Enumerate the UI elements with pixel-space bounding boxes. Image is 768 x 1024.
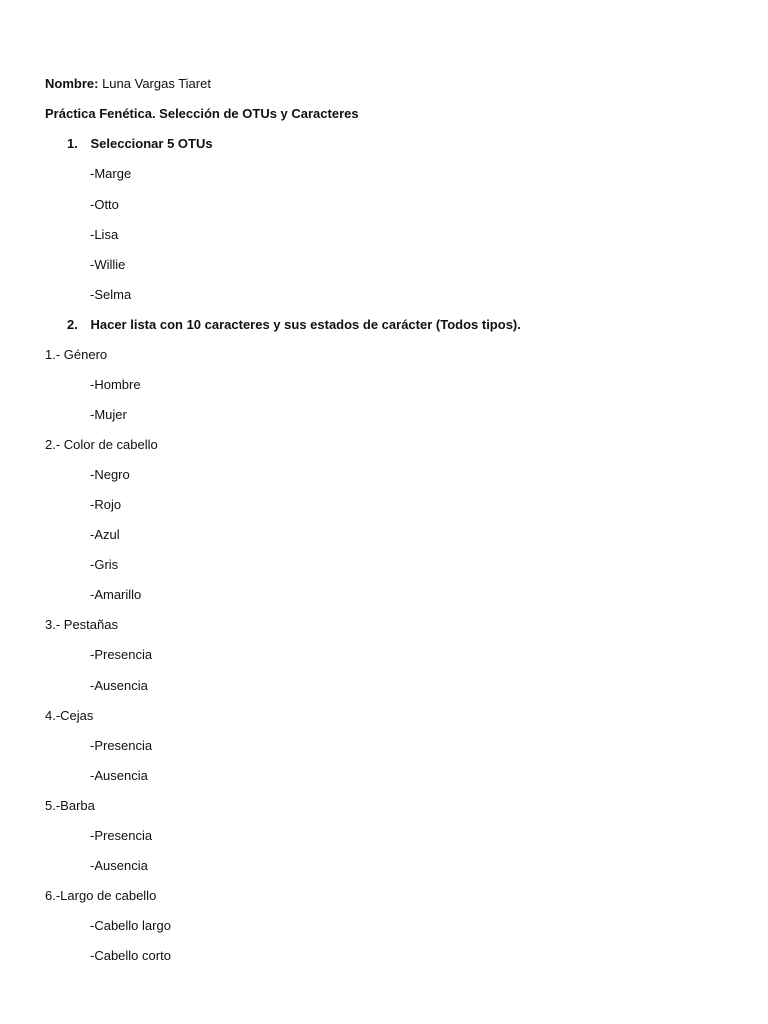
section-2-number: 2. [67,317,78,332]
character-state: -Gris [90,557,119,572]
name-line [45,76,211,92]
character-state: -Ausencia [90,678,148,693]
section-2-title: Hacer lista con 10 caracteres y sus estados de carácter (Todos tipos). [90,317,521,332]
character-state: -Presencia [90,738,153,753]
character-state: -Presencia [90,828,153,843]
character-state: -Cabello corto [90,948,171,963]
otu-item: -Willie [90,257,126,272]
character-label: 2.- Color de cabello [45,437,158,452]
character-state: -Presencia [90,647,153,662]
otu-item: -Marge [90,166,132,181]
character-state: -Ausencia [90,768,148,783]
character-state: -Amarillo [90,587,142,602]
otu-item: -Selma [90,287,132,302]
character-state: -Cabello largo [90,918,171,933]
section-1-heading [67,136,213,152]
character-state: -Ausencia [90,858,148,873]
section-1-number: 1. [67,136,78,151]
character-label: 1.- Género [45,347,108,362]
otu-item: -Otto [90,197,119,212]
name-label: Nombre: [45,76,99,91]
otu-item: -Lisa [90,227,119,242]
section-2-heading [67,317,521,333]
character-state: -Rojo [90,497,122,512]
character-state: -Azul [90,527,120,542]
character-label: 4.-Cejas [45,708,94,723]
character-state: -Mujer [90,407,127,422]
section-1-title: Seleccionar 5 OTUs [90,136,213,151]
character-label: 6.-Largo de cabello [45,888,157,903]
character-state: -Hombre [90,377,141,392]
name-value: Luna Vargas Tiaret [102,76,211,91]
character-state: -Negro [90,467,130,482]
character-label: 5.-Barba [45,798,95,813]
character-label: 3.- Pestañas [45,617,118,632]
document-title: Práctica Fenética. Selección de OTUs y Caracteres [45,106,359,121]
